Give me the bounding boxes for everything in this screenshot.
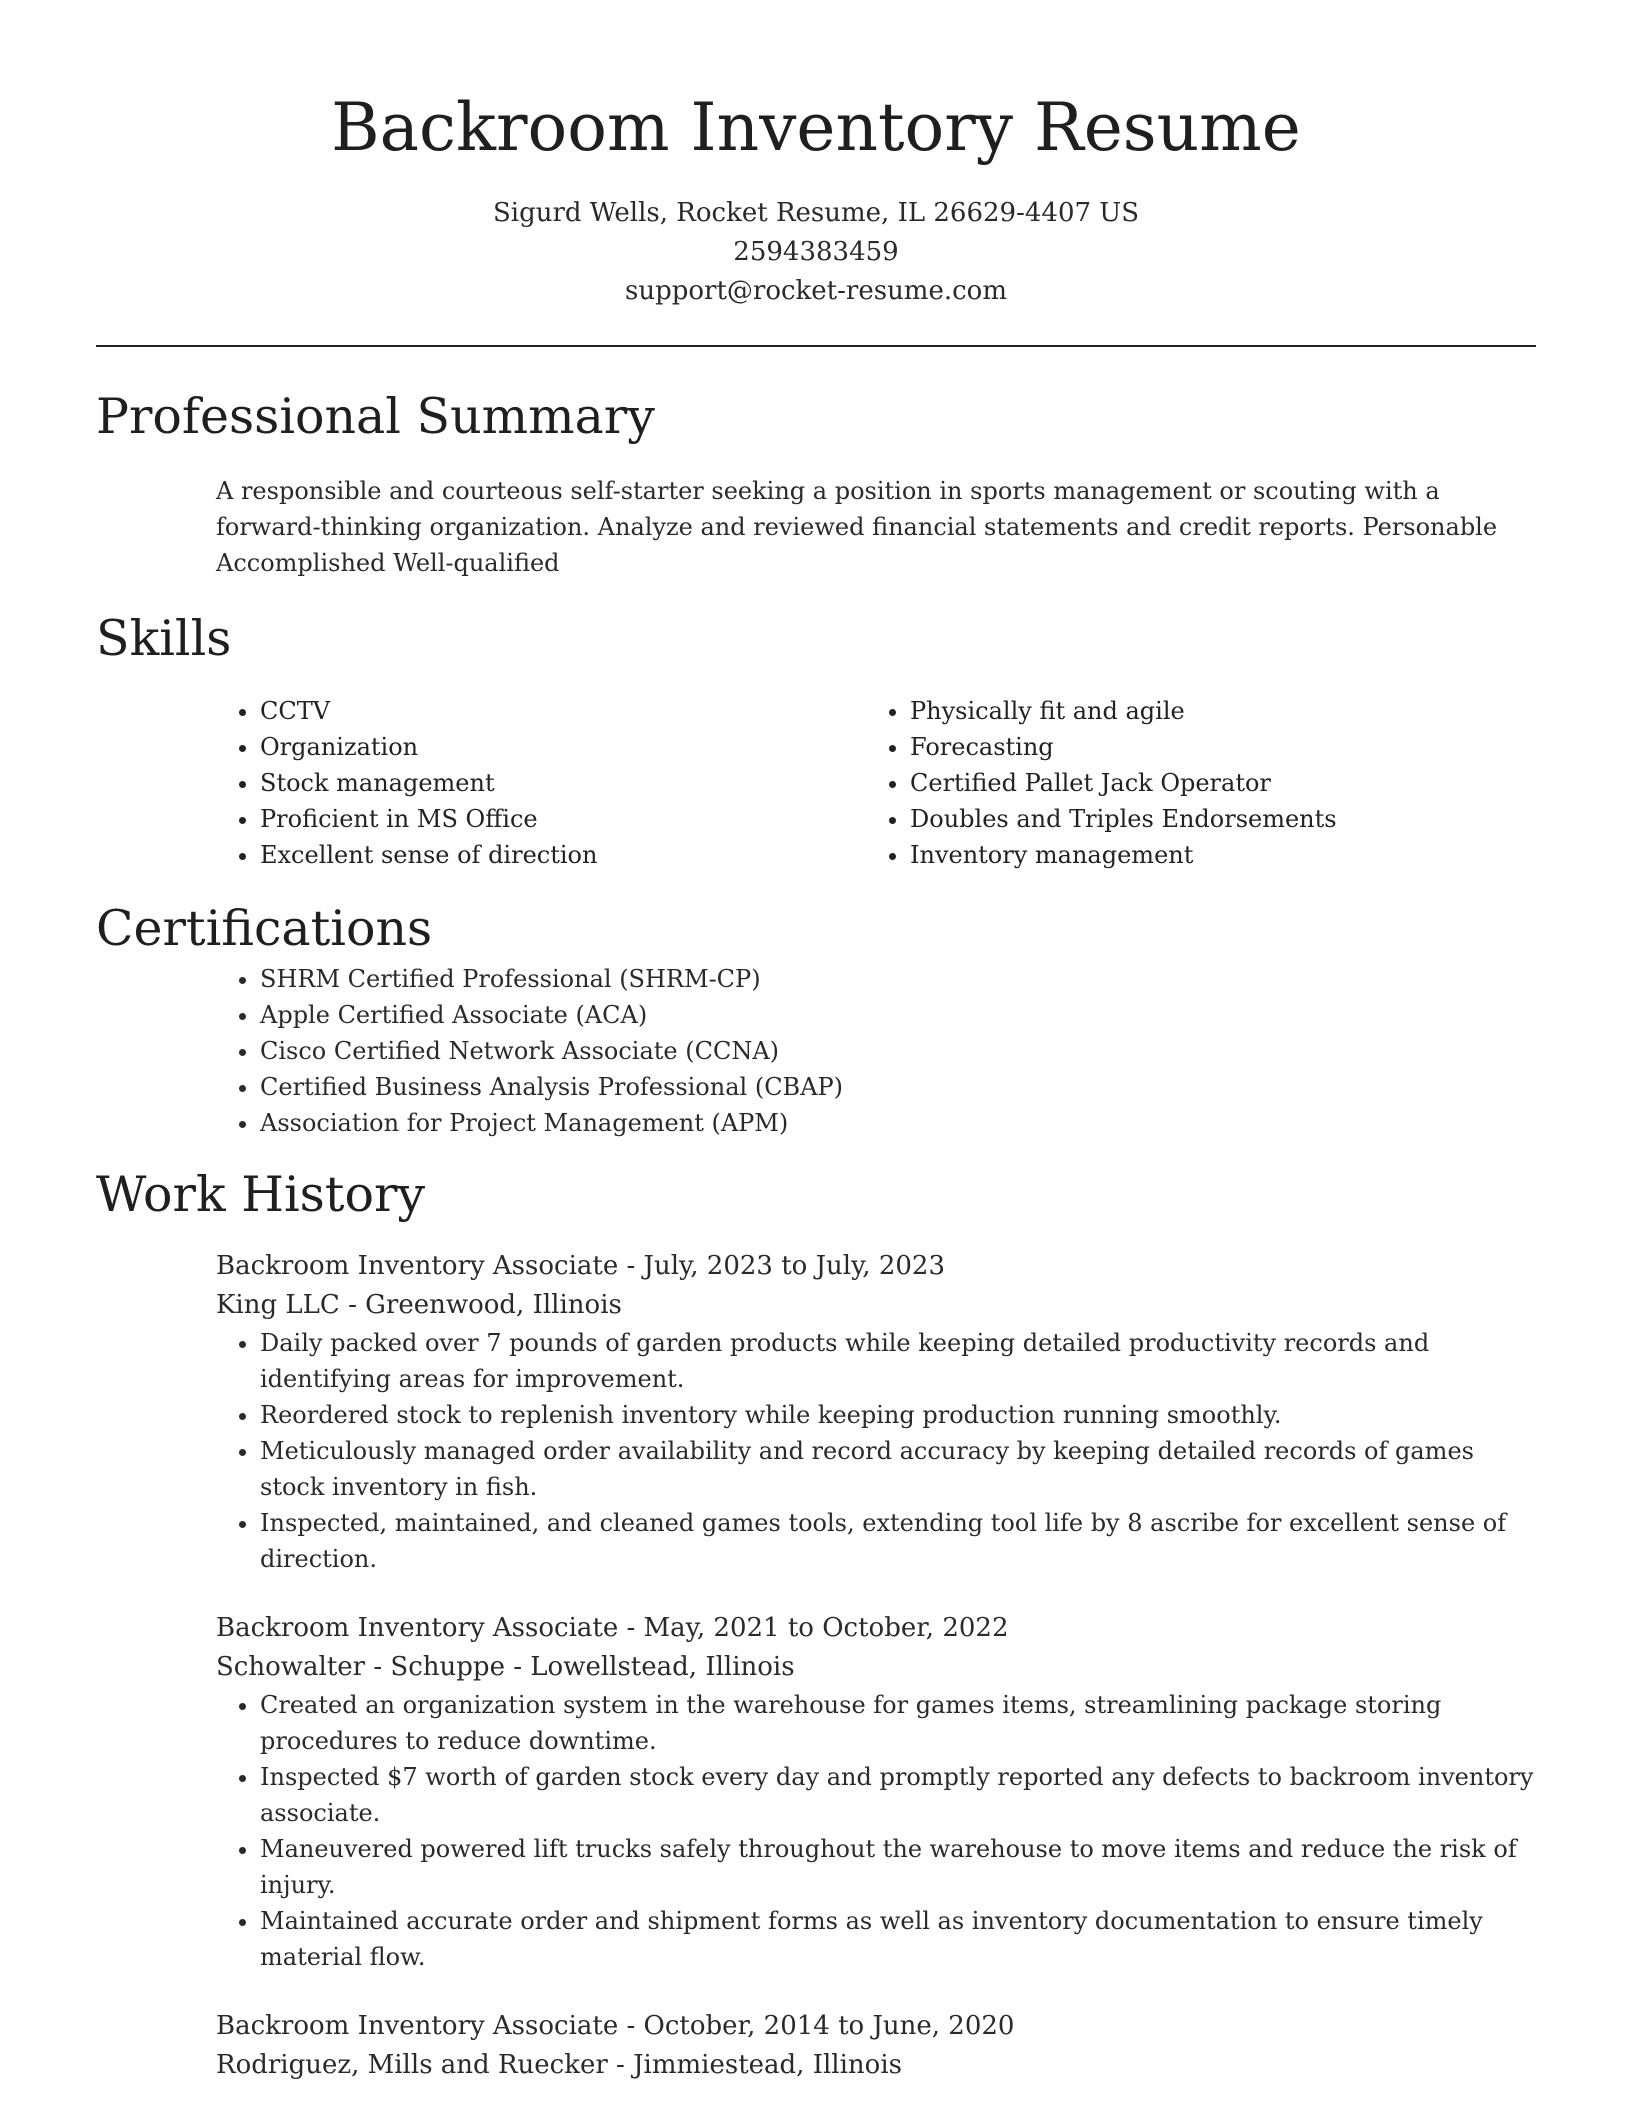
certification-item: • Association for Project Management (APM) xyxy=(260,1105,1536,1141)
certifications-list xyxy=(96,961,1536,1141)
skill-item: • Excellent sense of direction xyxy=(260,837,746,873)
job-bullet: • Created an organization system in the warehouse for games items, streamlining package storing procedures to reduce downtime. xyxy=(260,1687,1536,1759)
job-company-location: King LLC - Greenwood, Illinois xyxy=(216,1290,622,1320)
job-header xyxy=(216,2007,1536,2085)
skills-list-left xyxy=(96,693,746,873)
job-bullet: • Inspected, maintained, and cleaned games tools, extending tool life by 8 ascribe for excellent sense of direction. xyxy=(260,1505,1536,1577)
skills-list-right xyxy=(746,693,1510,873)
skill-item: • Certified Pallet Jack Operator xyxy=(910,765,1510,801)
skill-item: • CCTV xyxy=(260,693,746,729)
skill-item: • Physically fit and agile xyxy=(910,693,1510,729)
certification-item: • Cisco Certified Network Associate (CCNA) xyxy=(260,1033,1536,1069)
skills-heading: Skills xyxy=(96,610,232,667)
job-entry xyxy=(96,1609,1536,1975)
skill-item: • Proficient in MS Office xyxy=(260,801,746,837)
job-bullet: • Inspected $7 worth of garden stock every day and promptly reported any defects to backroom inventory associate. xyxy=(260,1759,1536,1831)
contact-phone: 2594383459 xyxy=(733,237,899,267)
skill-item: • Stock management xyxy=(260,765,746,801)
certification-item: • Certified Business Analysis Professional (CBAP) xyxy=(260,1069,1536,1105)
job-company-location: Rodriguez, Mills and Ruecker - Jimmiestead, Illinois xyxy=(216,2050,902,2080)
job-entry xyxy=(96,1247,1536,1577)
contact-email: support@rocket-resume.com xyxy=(624,276,1007,306)
job-header xyxy=(216,1609,1536,1687)
job-bullet: • Daily packed over 7 pounds of garden products while keeping detailed productivity records and identifying areas for improvement. xyxy=(260,1325,1536,1397)
job-header xyxy=(216,1247,1536,1325)
skill-item: • Inventory management xyxy=(910,837,1510,873)
skill-item: • Organization xyxy=(260,729,746,765)
skills-columns xyxy=(96,693,1536,873)
resume-page xyxy=(96,0,1536,2085)
contact-address: Sigurd Wells, Rocket Resume, IL 26629-4407 US xyxy=(492,198,1140,228)
skill-item: • Forecasting xyxy=(910,729,1510,765)
certification-item: • Apple Certified Associate (ACA) xyxy=(260,997,1536,1033)
job-bullet: • Meticulously managed order availability and record accuracy by keeping detailed records of games stock inventory in fish. xyxy=(260,1433,1536,1505)
job-title-dates: Backroom Inventory Associate - October, 2014 to June, 2020 xyxy=(216,2011,1015,2041)
job-bullet-list xyxy=(96,1325,1536,1577)
resume-header xyxy=(96,0,1536,311)
resume-title: Backroom Inventory Resume xyxy=(331,89,1301,166)
job-bullet: • Maintained accurate order and shipment forms as well as inventory documentation to ensure timely material flow. xyxy=(260,1903,1536,1975)
contact-block xyxy=(96,194,1536,311)
certifications-heading: Certifications xyxy=(96,900,433,957)
header-divider xyxy=(96,345,1536,347)
job-bullet: • Maneuvered powered lift trucks safely throughout the warehouse to move items and reduce the risk of injury. xyxy=(260,1831,1536,1903)
job-company-location: Schowalter - Schuppe - Lowellstead, Illinois xyxy=(216,1652,795,1682)
summary-text: A responsible and courteous self-starter seeking a position in sports management or scouting with a forward-thinking organization. Analyze and reviewed financial statements and credit reports. Personable Accomplished Well-qualified xyxy=(216,477,1498,577)
summary-heading: Professional Summary xyxy=(96,388,655,445)
skill-item: • Doubles and Triples Endorsements xyxy=(910,801,1510,837)
job-bullet: • Reordered stock to replenish inventory while keeping production running smoothly. xyxy=(260,1397,1536,1433)
job-title-dates: Backroom Inventory Associate - May, 2021 to October, 2022 xyxy=(216,1613,1009,1643)
work-history-heading: Work History xyxy=(96,1166,426,1223)
job-title-dates: Backroom Inventory Associate - July, 2023 to July, 2023 xyxy=(216,1251,946,1281)
certification-item: • SHRM Certified Professional (SHRM-CP) xyxy=(260,961,1536,997)
job-entry xyxy=(96,2007,1536,2085)
job-bullet-list xyxy=(96,1687,1536,1975)
